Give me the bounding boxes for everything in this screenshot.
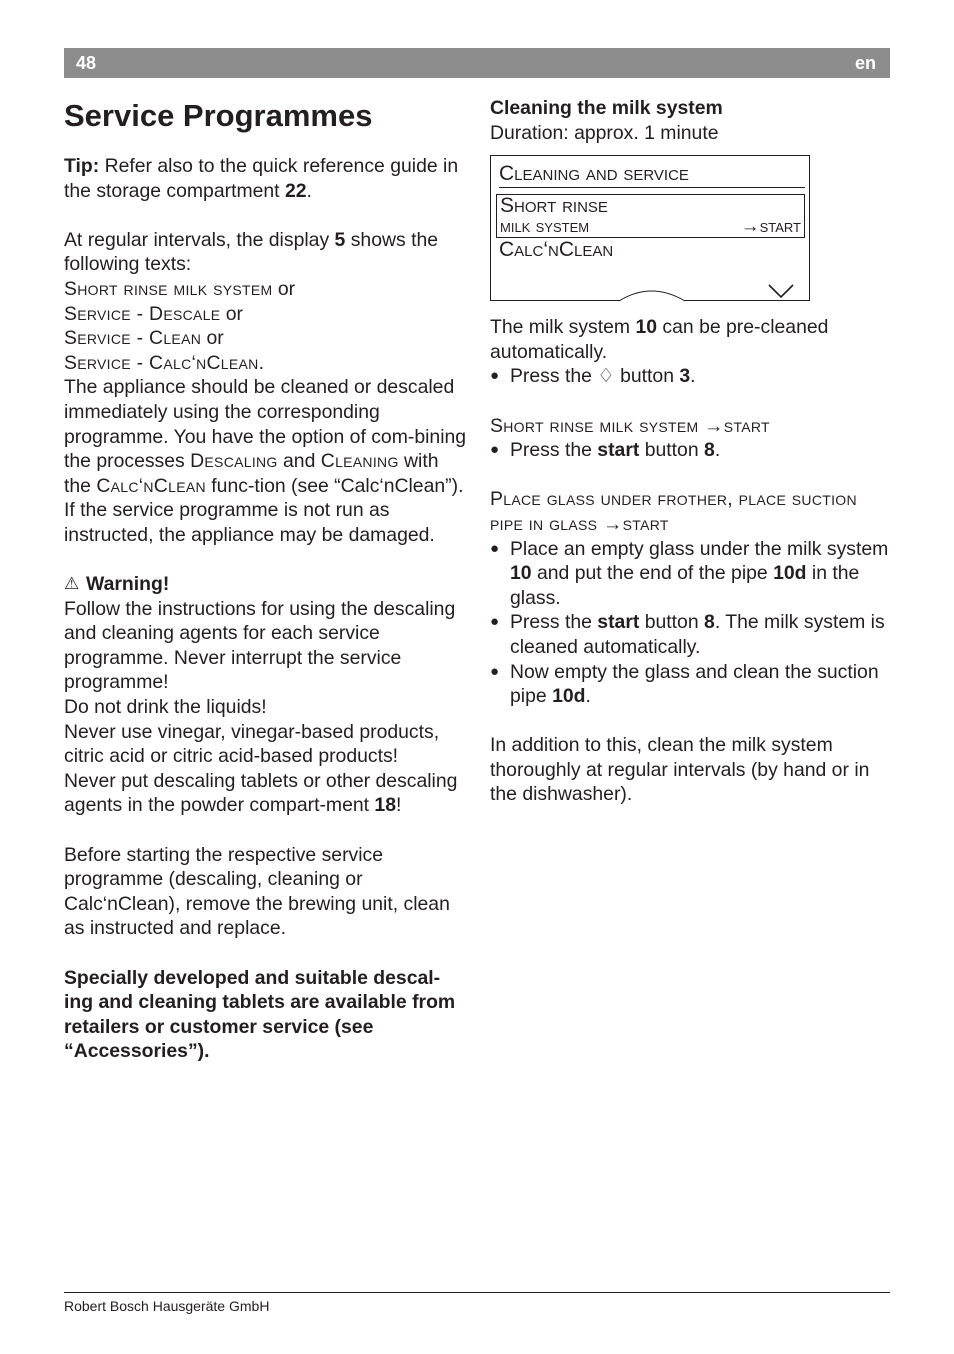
warning-heading xyxy=(64,572,468,597)
p1-text-b: can be pre-cleaned automatically. xyxy=(490,316,829,363)
accessories-note xyxy=(64,966,468,1064)
b1-text-b: button xyxy=(614,365,680,388)
message-line-4 xyxy=(64,351,468,376)
warning-text-4 xyxy=(64,769,468,818)
display-illustration xyxy=(490,155,810,301)
message-place-glass: Place glass under frother, place suction pipe in glass →start xyxy=(490,488,857,535)
tip-text: Refer also to the quick reference guide in the storage compartment xyxy=(64,155,459,202)
tip-end: . xyxy=(306,179,312,202)
tip-label: Tip: xyxy=(64,155,100,177)
final-paragraph: In addition to this, clean the milk system thoroughly at regular intervals (by hand or in the dishwasher). xyxy=(490,734,870,806)
bullet-place-glass xyxy=(490,537,890,611)
b2-start: start xyxy=(597,439,640,462)
message-short-rinse-start: Short rinse milk system →start xyxy=(490,414,770,437)
bullet-empty-glass xyxy=(490,660,890,709)
display-title: Cleaning and service xyxy=(499,162,805,188)
page-number: 48 xyxy=(76,53,97,73)
display-line-2: milk system xyxy=(500,216,590,238)
display-notch xyxy=(619,291,685,301)
display-line-3: Calc‘nClean xyxy=(499,238,614,262)
intro-text-a: At regular intervals, the display xyxy=(64,228,335,251)
b5-text-a: Now empty the glass and clean the suction pipe xyxy=(510,660,879,708)
period: . xyxy=(258,351,264,374)
b1-text-c: . xyxy=(690,365,696,388)
bullet-press-start-1 xyxy=(490,438,890,463)
page-title: Service Programmes xyxy=(64,98,373,133)
b2-text-a: Press the xyxy=(510,439,598,462)
chevron-down-icon xyxy=(769,285,793,297)
milk-rinse-icon: ♢ xyxy=(597,365,615,388)
display-start: →start xyxy=(740,216,801,238)
b2-text-c: . xyxy=(714,439,721,462)
intro-ref: 5 xyxy=(334,228,346,251)
message-line-3 xyxy=(64,326,468,351)
tip-paragraph xyxy=(64,154,468,203)
or-text: or xyxy=(272,277,296,300)
footer-divider xyxy=(64,1292,890,1293)
b3-ref-2: 10d xyxy=(773,562,807,585)
b4-text-c: . The milk system is cleaned automatically. xyxy=(510,611,885,658)
message-line-2 xyxy=(64,302,468,327)
before-paragraph: Before starting the respective service programme (descaling, cleaning or Calc‘nClean), remove the brewing unit, clean as instructed and replace. xyxy=(64,843,450,940)
b3-text-c: in the glass. xyxy=(510,562,860,609)
section-heading xyxy=(490,96,890,121)
b1-text-a: Press the xyxy=(510,365,598,388)
warning-text-3: Never use vinegar, vinegar-based products, citric acid or citric acid-based products! xyxy=(64,720,440,768)
warning-text-2: Do not drink the liquids! xyxy=(64,696,267,719)
display-frame-graphic xyxy=(491,156,811,302)
message-clean: Service - Clean xyxy=(64,327,202,350)
b3-text-a: Place an empty glass under the milk system xyxy=(510,537,889,560)
section-heading-text: Cleaning the milk system xyxy=(490,97,723,119)
para-text-b: func-tion (see “Calc‘nClean”). If the service programme is not run as instructed, the appliance may be damaged. xyxy=(64,474,464,546)
b3-ref-1: 10 xyxy=(510,562,532,585)
warning-label: Warning! xyxy=(86,573,170,596)
b3-text-b: and put the end of the pipe xyxy=(531,562,774,585)
message-short-rinse: Short rinse milk system xyxy=(64,277,273,300)
calcnclean-term: Calc‘nClean xyxy=(96,474,206,497)
b5-ref: 10d xyxy=(552,685,586,708)
page-header-bar xyxy=(64,48,890,78)
appliance-paragraph xyxy=(64,375,468,547)
warning-text-4a: Never put descaling tablets or other descaling agents in the powder compart-ment xyxy=(64,769,458,817)
accessories-note-text: Specially developed and suitable descal-ing and cleaning tablets are available from retailers or customer service (see “Accessories”). xyxy=(64,966,456,1063)
para-text-a: The appliance should be cleaned or descaled immediately using the corresponding programme. You have the option of com-bining the processes xyxy=(64,376,467,473)
message-line-1 xyxy=(64,277,468,302)
or-text: or xyxy=(220,302,244,325)
pre-clean-paragraph xyxy=(490,315,890,364)
b5-text-b: . xyxy=(585,685,591,708)
p1-text-a: The milk system xyxy=(490,316,636,339)
and-text: and xyxy=(277,450,321,473)
message-calcnclean: Service - Calc‘nClean xyxy=(64,351,259,374)
b4-text-b: button xyxy=(639,611,705,634)
tip-ref: 22 xyxy=(284,179,307,202)
b2-text-b: button xyxy=(639,439,705,462)
warning-icon: ⚠ xyxy=(64,574,80,594)
bullet-press-button-3 xyxy=(490,364,890,389)
footer-company: Robert Bosch Hausgeräte GmbH xyxy=(64,1298,270,1314)
b4-text-a: Press the xyxy=(510,611,598,634)
b4-ref: 8 xyxy=(704,611,715,634)
bullet-press-start-2 xyxy=(490,610,890,659)
warning-ref: 18 xyxy=(374,794,396,817)
p1-ref: 10 xyxy=(635,316,658,339)
cleaning-term: Cleaning xyxy=(320,450,399,473)
message-descale: Service - Descale xyxy=(64,302,221,325)
warning-text-4b: ! xyxy=(396,794,402,817)
intro-text-b: shows the following texts: xyxy=(64,228,439,276)
left-column xyxy=(64,96,468,1064)
with-the-text: with the xyxy=(64,450,439,497)
display-line-1: Short rinse xyxy=(500,194,608,218)
b4-start: start xyxy=(597,611,640,634)
duration-text: Duration: approx. 1 minute xyxy=(490,121,719,144)
b1-ref: 3 xyxy=(679,365,691,388)
descaling-term: Descaling xyxy=(190,450,278,473)
warning-text-1: Follow the instructions for using the descaling and cleaning agents for each service programme. Never interrupt the service programme! xyxy=(64,597,456,694)
or-text: or xyxy=(201,327,224,350)
language-code: en xyxy=(854,53,876,73)
b2-ref: 8 xyxy=(704,439,715,462)
right-column xyxy=(490,96,890,807)
intro-paragraph xyxy=(64,228,468,277)
